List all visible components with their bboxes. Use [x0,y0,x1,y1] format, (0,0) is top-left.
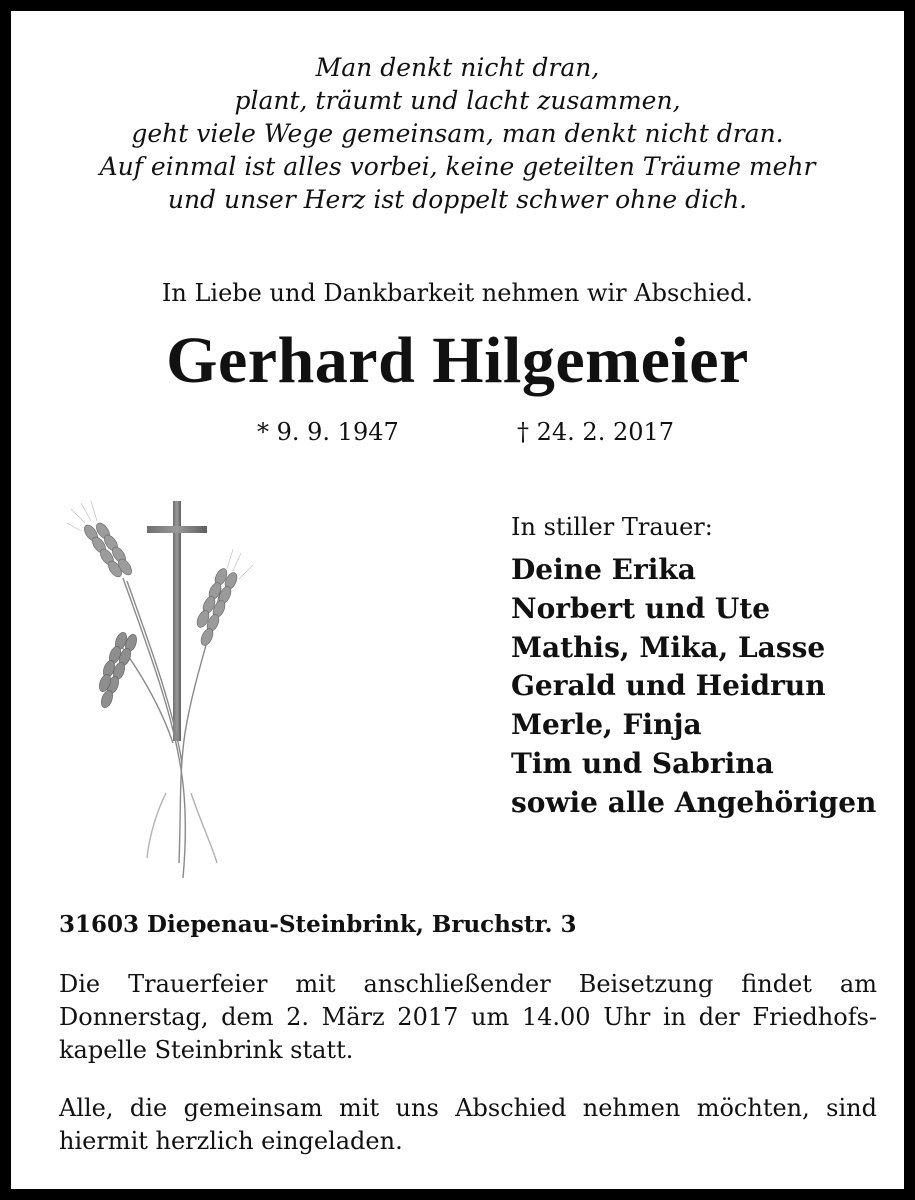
wheat-awns-left [67,501,97,531]
mourner-name: Gerald und Heidrun [511,669,826,703]
mourner-name: Merle, Finja [511,708,702,742]
wheat-ear-right [195,567,240,648]
memorial-poem [11,51,904,216]
family-address: 31603 Diepenau-Steinbrink, Bruchstr. 3 [59,911,577,938]
funeral-details: Die Trauerfeier mit anschließender Beisetzung findet am Donnerstag, dem 2. März 2017 um 14.00 Uhr in der Friedhofskapelle Steinbrink statt. [59,970,877,1064]
poem-line: Man denkt nicht dran, [315,53,600,82]
poem-line: und unser Herz ist doppelt schwer ohne dich. [167,185,748,214]
cross-horizontal [147,526,207,533]
poem-line: Auf einmal ist alles vorbei, keine geteilten Träume mehr [99,152,816,181]
mourner-name: Tim und Sabrina [511,746,774,780]
mourner-name: sowie alle Angehörigen [511,785,877,819]
cross-vertical [173,501,181,741]
invitation-text: Alle, die gemeinsam mit uns Abschied nehmen möchten, sind hiermit herzlich eingeladen. [59,1094,877,1155]
farewell-intro: In Liebe und Dankbarkeit nehmen wir Abschied. [161,279,754,307]
cross-with-wheat-icon [61,493,261,883]
wheat-ear-lower [97,631,139,709]
deceased-name: Gerhard Hilgemeier [166,324,749,397]
death-date: † 24. 2. 2017 [517,418,675,446]
mourner-name: Mathis, Mika, Lasse [511,630,826,664]
birth-date: * 9. 9. 1947 [257,418,399,446]
mourner-name: Norbert und Ute [511,591,771,625]
poem-line: geht viele Wege gemeinsam, man denkt nicht dran. [131,119,784,148]
mourners-list [511,551,876,823]
mourning-label: In stiller Trauer: [511,513,713,541]
mourner-name: Deine Erika [511,553,696,586]
wheat-ear-left [82,521,135,579]
poem-line: plant, träumt und lacht zusammen, [234,86,681,115]
